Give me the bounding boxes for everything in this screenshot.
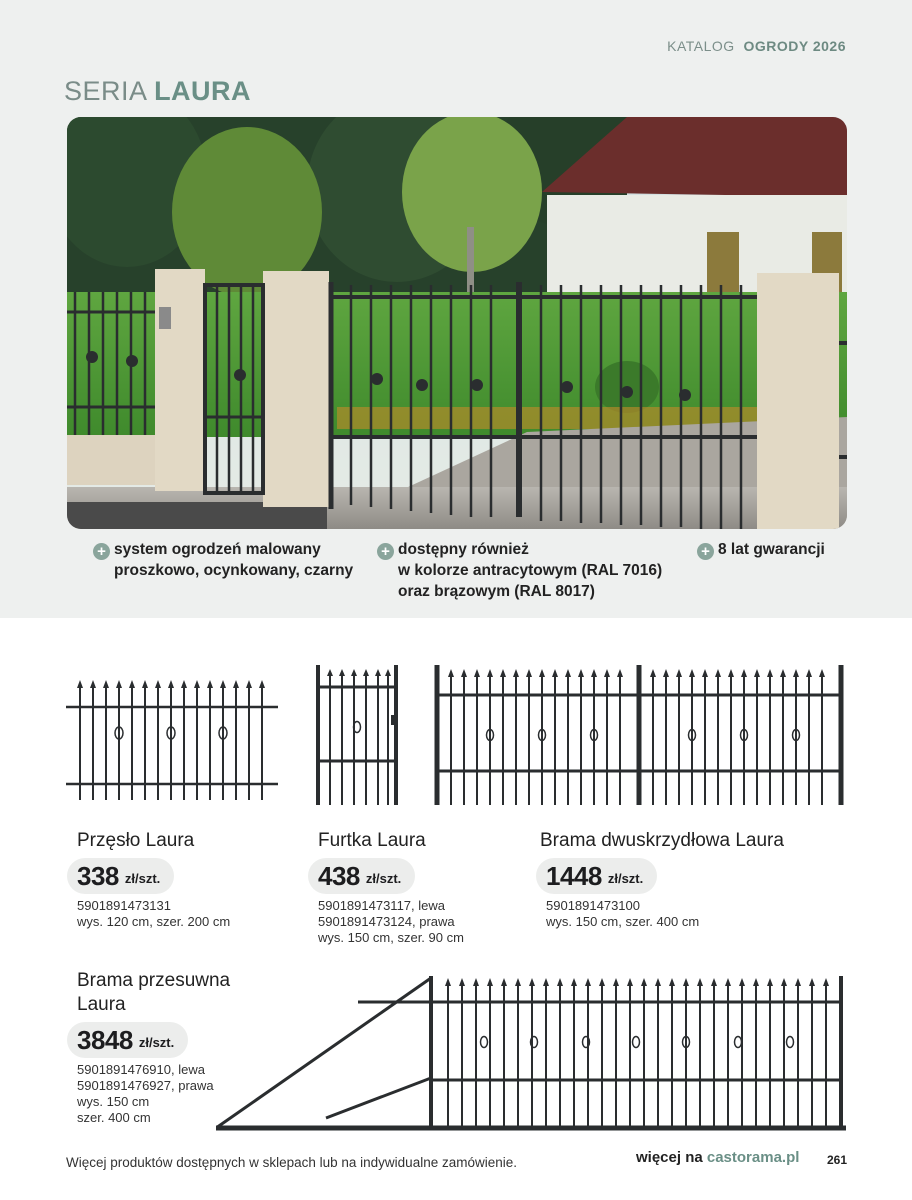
plus-icon: +	[697, 543, 714, 560]
product-details	[318, 898, 464, 946]
wicket-drawing	[316, 665, 400, 805]
product-size: wys. 120 cm, szer. 200 cm	[77, 914, 231, 929]
plus-icon: +	[93, 543, 110, 560]
product-size: szer. 400 cm	[77, 1110, 151, 1125]
product-code: 5901891473100	[546, 898, 640, 913]
product-code: 5901891473117, lewa	[318, 898, 445, 913]
price-unit: zł/szt.	[138, 1034, 175, 1050]
product-name-line: Brama przesuwna	[77, 970, 231, 991]
catalog-label: KATALOG	[667, 38, 735, 54]
product-name	[77, 969, 230, 1017]
brand-url[interactable]: castorama.pl	[706, 1149, 800, 1166]
product-code: 5901891473124, prawa	[318, 914, 455, 929]
feature-colors	[377, 539, 662, 602]
price-unit: zł/szt.	[365, 870, 402, 886]
product-details	[77, 898, 230, 930]
price-badge	[536, 858, 657, 894]
sliding-gate-drawing	[216, 972, 846, 1134]
feature-warranty	[697, 539, 825, 560]
catalog-header	[667, 38, 846, 54]
product-details	[77, 1062, 214, 1126]
product-code: 5901891473131	[77, 898, 171, 913]
feature-coating	[93, 539, 353, 581]
feature-text: w kolorze antracytowym (RAL 7016)	[398, 562, 663, 579]
feature-text: system ogrodzeń malowany	[114, 541, 321, 558]
product-name: Furtka Laura	[318, 830, 426, 851]
feature-text: 8 lat gwarancji	[718, 541, 825, 558]
footer-note: Więcej produktów dostępnych w sklepach lub na indywidualne zamówienie.	[66, 1155, 517, 1170]
price-unit: zł/szt.	[124, 870, 161, 886]
product-name: Przęsło Laura	[77, 830, 195, 851]
product-size: wys. 150 cm, szer. 400 cm	[546, 914, 700, 929]
price-value: 3848	[77, 1024, 133, 1055]
price-value: 1448	[546, 860, 602, 891]
price-badge	[67, 858, 174, 894]
catalog-title: OGRODY 2026	[743, 38, 846, 54]
product-code: 5901891476927, prawa	[77, 1078, 214, 1093]
feature-text: proszkowo, ocynkowany, czarny	[114, 562, 354, 579]
page-number: 261	[827, 1153, 848, 1167]
series-name: LAURA	[154, 76, 252, 106]
price-value: 338	[77, 860, 119, 891]
price-badge	[67, 1022, 188, 1058]
product-size: wys. 150 cm, szer. 90 cm	[318, 930, 464, 945]
product-size: wys. 150 cm	[77, 1094, 150, 1109]
plus-icon: +	[377, 543, 394, 560]
more-link[interactable]	[636, 1149, 799, 1166]
series-prefix: SERIA	[64, 76, 147, 106]
series-title	[64, 76, 251, 107]
more-prefix: więcej na	[636, 1149, 703, 1166]
product-name: Brama dwuskrzydłowa Laura	[540, 830, 784, 851]
double-gate-drawing	[434, 665, 846, 805]
product-name-line: Laura	[77, 994, 126, 1015]
price-badge	[308, 858, 415, 894]
price-value: 438	[318, 860, 360, 891]
feature-text: dostępny również	[398, 541, 529, 558]
feature-text: oraz brązowym (RAL 8017)	[398, 583, 595, 600]
hero-photo	[67, 117, 847, 529]
product-code: 5901891476910, lewa	[77, 1062, 205, 1077]
fence-photo-illustration	[67, 117, 847, 529]
price-unit: zł/szt.	[607, 870, 644, 886]
product-details	[546, 898, 699, 930]
panel-drawing	[66, 676, 278, 802]
